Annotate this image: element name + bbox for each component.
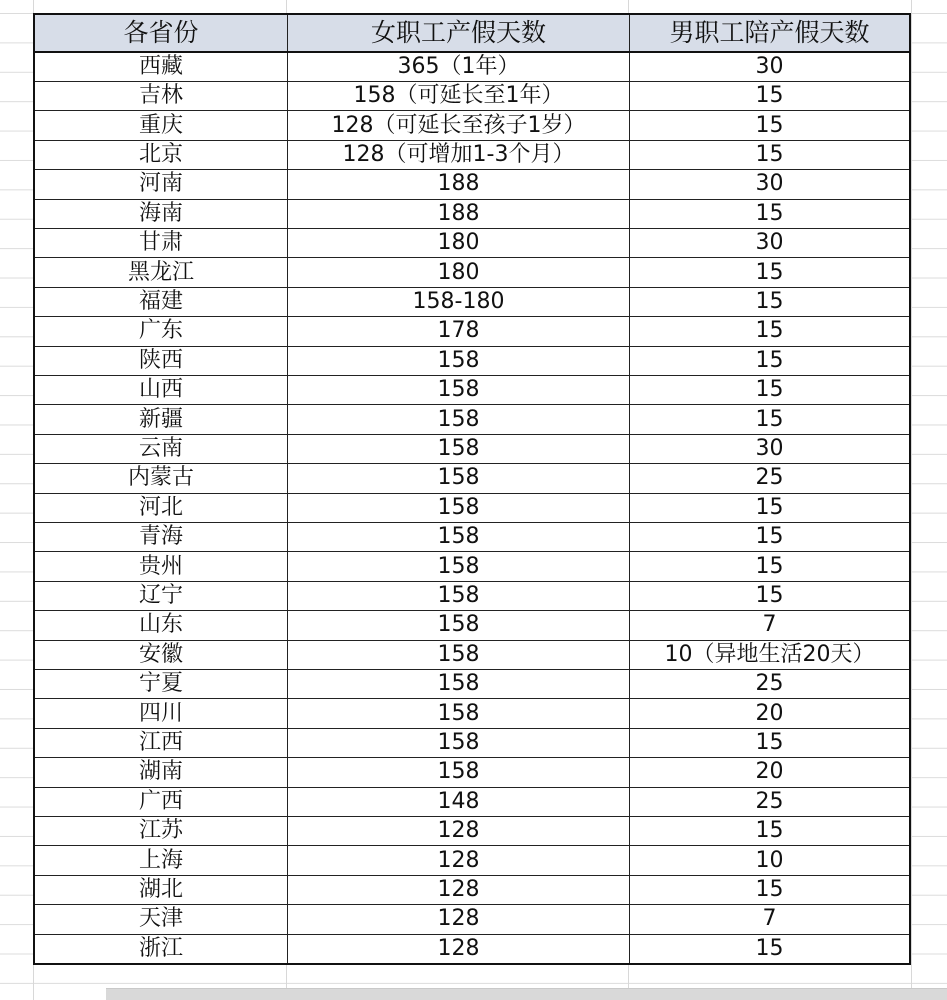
maternity-leave-cell[interactable]: 158 (288, 347, 630, 375)
province-cell[interactable]: 河北 (35, 494, 288, 522)
paternity-leave-cell[interactable]: 7 (762, 906, 777, 932)
maternity-leave-cell[interactable]: 128（可增加1-3个月） (288, 141, 630, 169)
maternity-leave-cell[interactable]: 128（可延长至孩子1岁） (288, 111, 630, 139)
maternity-leave-cell[interactable]: 158 (288, 758, 630, 786)
maternity-leave-cell[interactable]: 158 (288, 641, 630, 669)
paternity-leave-cell[interactable]: 7 (762, 612, 777, 638)
table-row (35, 817, 909, 846)
province-cell[interactable]: 江西 (35, 729, 288, 757)
paternity-leave-cell[interactable]: 30 (755, 53, 784, 79)
province-cell[interactable]: 黑龙江 (35, 258, 288, 286)
header-maternity-leave[interactable]: 女职工产假天数 (288, 15, 630, 51)
table-row (35, 229, 909, 258)
province-cell[interactable]: 陕西 (35, 347, 288, 375)
paternity-leave-cell[interactable]: 15 (755, 877, 784, 903)
horizontal-scrollbar[interactable] (106, 988, 947, 1000)
province-cell[interactable]: 广西 (35, 788, 288, 816)
maternity-leave-cell[interactable]: 158 (288, 405, 630, 433)
province-cell[interactable]: 云南 (35, 435, 288, 463)
table-row (35, 170, 909, 199)
table-row (35, 405, 909, 434)
province-cell[interactable]: 山东 (35, 611, 288, 639)
maternity-leave-cell[interactable]: 128 (288, 876, 630, 904)
header-province[interactable]: 各省份 (35, 15, 288, 51)
paternity-leave-cell[interactable]: 15 (755, 83, 784, 109)
table-row (35, 82, 909, 111)
paternity-leave-cell[interactable]: 30 (755, 435, 784, 461)
paternity-leave-cell[interactable]: 15 (755, 318, 784, 344)
paternity-leave-cell[interactable]: 25 (755, 788, 784, 814)
province-cell[interactable]: 海南 (35, 200, 288, 228)
table-row (35, 876, 909, 905)
table-row (35, 641, 909, 670)
table-row (35, 729, 909, 758)
province-cell[interactable]: 西藏 (35, 53, 288, 81)
paternity-leave-cell[interactable]: 15 (755, 730, 784, 756)
province-cell[interactable]: 福建 (35, 288, 288, 316)
maternity-leave-cell[interactable]: 180 (288, 258, 630, 286)
maternity-leave-cell[interactable]: 365（1年） (288, 53, 630, 81)
maternity-leave-cell[interactable]: 128 (288, 935, 630, 963)
province-cell[interactable]: 四川 (35, 699, 288, 727)
paternity-leave-cell[interactable]: 15 (755, 818, 784, 844)
province-cell[interactable]: 北京 (35, 141, 288, 169)
paternity-leave-cell[interactable]: 15 (755, 141, 784, 167)
grid-column-line (911, 0, 912, 1000)
paternity-leave-cell[interactable]: 30 (755, 230, 784, 256)
maternity-leave-cell[interactable]: 180 (288, 229, 630, 257)
province-cell[interactable]: 山西 (35, 376, 288, 404)
province-cell[interactable]: 江苏 (35, 817, 288, 845)
header-row (35, 15, 909, 53)
province-cell[interactable]: 广东 (35, 317, 288, 345)
province-cell[interactable]: 吉林 (35, 82, 288, 110)
province-cell[interactable]: 宁夏 (35, 670, 288, 698)
maternity-leave-cell[interactable]: 188 (288, 170, 630, 198)
maternity-leave-cell[interactable]: 178 (288, 317, 630, 345)
table-row (35, 670, 909, 699)
table-row (35, 582, 909, 611)
paternity-leave-cell[interactable]: 15 (755, 200, 784, 226)
table-row (35, 288, 909, 317)
paternity-leave-cell[interactable]: 15 (755, 259, 784, 285)
table-row (35, 494, 909, 523)
maternity-leave-cell[interactable]: 158 (288, 552, 630, 580)
province-cell[interactable]: 天津 (35, 905, 288, 933)
maternity-leave-cell[interactable]: 128 (288, 846, 630, 874)
table-row (35, 846, 909, 875)
paternity-leave-cell[interactable]: 10（异地生活20天） (664, 641, 875, 667)
maternity-leave-cell[interactable]: 158 (288, 729, 630, 757)
paternity-leave-cell[interactable]: 15 (755, 406, 784, 432)
maternity-leave-cell[interactable]: 158 (288, 523, 630, 551)
paternity-leave-cell[interactable]: 25 (755, 671, 784, 697)
maternity-leave-cell[interactable]: 158 (288, 582, 630, 610)
province-cell[interactable]: 重庆 (35, 111, 288, 139)
maternity-leave-cell[interactable]: 158 (288, 376, 630, 404)
maternity-leave-cell[interactable]: 148 (288, 788, 630, 816)
header-paternity-leave[interactable]: 男职工陪产假天数 (630, 15, 909, 51)
province-cell[interactable]: 贵州 (35, 552, 288, 580)
province-cell[interactable]: 新疆 (35, 405, 288, 433)
table-row (35, 347, 909, 376)
spreadsheet-table (33, 13, 911, 965)
province-cell[interactable]: 辽宁 (35, 582, 288, 610)
table-row (35, 788, 909, 817)
province-cell[interactable]: 甘肃 (35, 229, 288, 257)
table-row (35, 611, 909, 640)
paternity-leave-cell[interactable]: 15 (755, 553, 784, 579)
table-row (35, 200, 909, 229)
table-row (35, 699, 909, 728)
paternity-leave-cell[interactable]: 15 (755, 112, 784, 138)
paternity-leave-cell[interactable]: 10 (755, 847, 784, 873)
province-cell[interactable]: 安徽 (35, 641, 288, 669)
paternity-leave-cell[interactable]: 20 (755, 700, 784, 726)
paternity-leave-cell[interactable]: 20 (755, 759, 784, 785)
paternity-leave-cell[interactable]: 25 (755, 465, 784, 491)
paternity-leave-cell[interactable]: 15 (755, 524, 784, 550)
table-row (35, 552, 909, 581)
table-row (35, 376, 909, 405)
province-cell[interactable]: 湖北 (35, 876, 288, 904)
table-row (35, 258, 909, 287)
province-cell[interactable]: 河南 (35, 170, 288, 198)
table-row (35, 758, 909, 787)
paternity-leave-cell[interactable]: 30 (755, 171, 784, 197)
table-row (35, 523, 909, 552)
maternity-leave-cell[interactable]: 158（可延长至1年） (288, 82, 630, 110)
maternity-leave-cell[interactable]: 188 (288, 200, 630, 228)
paternity-leave-cell[interactable]: 15 (755, 347, 784, 373)
table-row (35, 141, 909, 170)
maternity-leave-cell[interactable]: 158 (288, 494, 630, 522)
maternity-leave-cell[interactable]: 158 (288, 670, 630, 698)
maternity-leave-cell[interactable]: 158-180 (288, 288, 630, 316)
paternity-leave-cell[interactable]: 15 (755, 935, 784, 961)
table-row (35, 464, 909, 493)
table-row (35, 111, 909, 140)
paternity-leave-cell[interactable]: 15 (755, 583, 784, 609)
maternity-leave-cell[interactable]: 158 (288, 464, 630, 492)
maternity-leave-cell[interactable]: 128 (288, 905, 630, 933)
paternity-leave-cell[interactable]: 15 (755, 377, 784, 403)
province-cell[interactable]: 上海 (35, 846, 288, 874)
maternity-leave-cell[interactable]: 158 (288, 699, 630, 727)
table-row (35, 317, 909, 346)
maternity-leave-cell[interactable]: 158 (288, 611, 630, 639)
paternity-leave-cell[interactable]: 15 (755, 494, 784, 520)
province-cell[interactable]: 浙江 (35, 935, 288, 963)
table-row (35, 935, 909, 963)
paternity-leave-cell[interactable]: 15 (755, 288, 784, 314)
province-cell[interactable]: 内蒙古 (35, 464, 288, 492)
province-cell[interactable]: 青海 (35, 523, 288, 551)
province-cell[interactable]: 湖南 (35, 758, 288, 786)
maternity-leave-cell[interactable]: 128 (288, 817, 630, 845)
table-row (35, 53, 909, 82)
table-row (35, 905, 909, 934)
table-row (35, 435, 909, 464)
maternity-leave-cell[interactable]: 158 (288, 435, 630, 463)
